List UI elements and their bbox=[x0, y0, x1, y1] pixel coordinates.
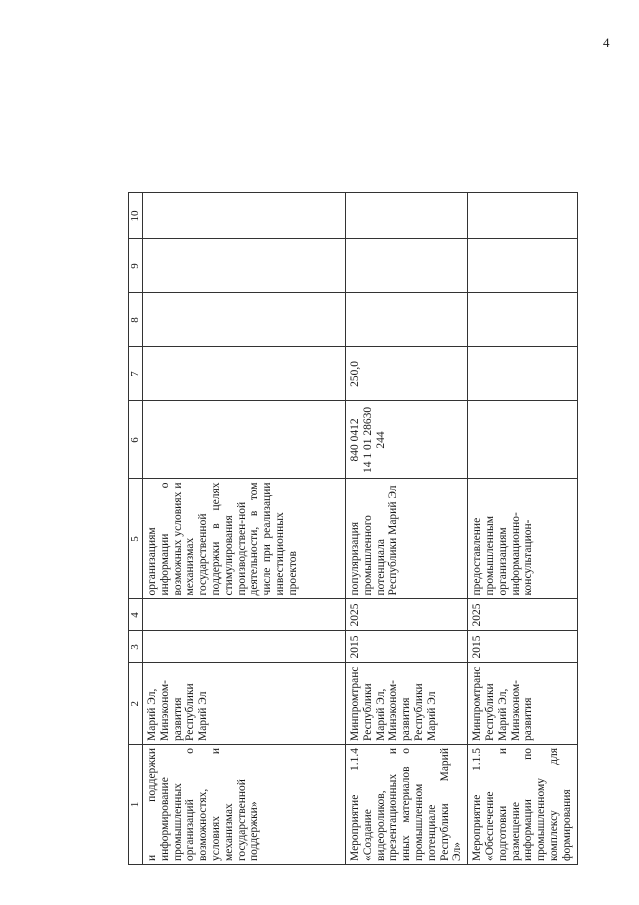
col-9-value bbox=[346, 239, 468, 293]
measure-name: Мероприятие 1.1.5 «Обеспечение подготовки и размещение информации по промышленному комплексу для формирования bbox=[468, 745, 577, 865]
column-number: 8 bbox=[129, 293, 143, 347]
table-row bbox=[143, 193, 346, 865]
end-year: 2025 bbox=[468, 599, 577, 631]
responsible-executor: Минпромтранс Республики Марий Эл, Минэконом- развития Республики Марий Эл bbox=[346, 663, 468, 745]
budget-classification-code: 840 0412 14 1 01 28630 244 bbox=[346, 401, 468, 479]
col-10-value bbox=[143, 193, 346, 239]
col-8-value bbox=[346, 293, 468, 347]
funding-amount: 250,0 bbox=[346, 347, 468, 401]
expected-result: предоставление промышленным организациям информационно-консультацион- bbox=[468, 479, 577, 599]
table-row bbox=[346, 193, 468, 865]
col-8-value bbox=[143, 293, 346, 347]
funding-amount bbox=[468, 347, 577, 401]
page-number: 4 bbox=[603, 35, 610, 50]
start-year: 2015 bbox=[468, 631, 577, 663]
column-number: 4 bbox=[129, 599, 143, 631]
col-10-value bbox=[468, 193, 577, 239]
col-9-value bbox=[468, 239, 577, 293]
program-measures-table bbox=[128, 192, 578, 865]
measure-name: и поддержки информирование промышленных организаций о возможностях, условиях и механизмах государственной поддержки» bbox=[143, 745, 346, 865]
funding-amount bbox=[143, 347, 346, 401]
end-year bbox=[143, 599, 346, 631]
expected-result: популяризация промышленного потенциала Республики Марий Эл bbox=[346, 479, 468, 599]
measure-name: Мероприятие 1.1.4 «Создание видеороликов, презентационных и иных материалов о промышленном потенциале Республики Марий Эл» bbox=[346, 745, 468, 865]
col-8-value bbox=[468, 293, 577, 347]
expected-result: организациям информации о возможных условиях и механизмах государственной поддержки в целях стимулирования производствен-ной деятельности, в том числе при реализации инвестиционных проектов bbox=[143, 479, 346, 599]
column-number: 6 bbox=[129, 401, 143, 479]
start-year: 2015 bbox=[346, 631, 468, 663]
responsible-executor: Марий Эл, Минэконом- развития Республики Марий Эл bbox=[143, 663, 346, 745]
table-row bbox=[468, 193, 577, 865]
column-number-row bbox=[129, 193, 143, 865]
responsible-executor: Минпромтранс Республики Марий Эл, Минэконом- развития bbox=[468, 663, 577, 745]
col-10-value bbox=[346, 193, 468, 239]
start-year bbox=[143, 631, 346, 663]
col-9-value bbox=[143, 239, 346, 293]
column-number: 3 bbox=[129, 631, 143, 663]
column-number: 1 bbox=[129, 745, 143, 865]
column-number: 2 bbox=[129, 663, 143, 745]
budget-classification-code bbox=[468, 401, 577, 479]
column-number: 5 bbox=[129, 479, 143, 599]
end-year: 2025 bbox=[346, 599, 468, 631]
column-number: 10 bbox=[129, 193, 143, 239]
column-number: 9 bbox=[129, 239, 143, 293]
budget-classification-code bbox=[143, 401, 346, 479]
column-number: 7 bbox=[129, 347, 143, 401]
